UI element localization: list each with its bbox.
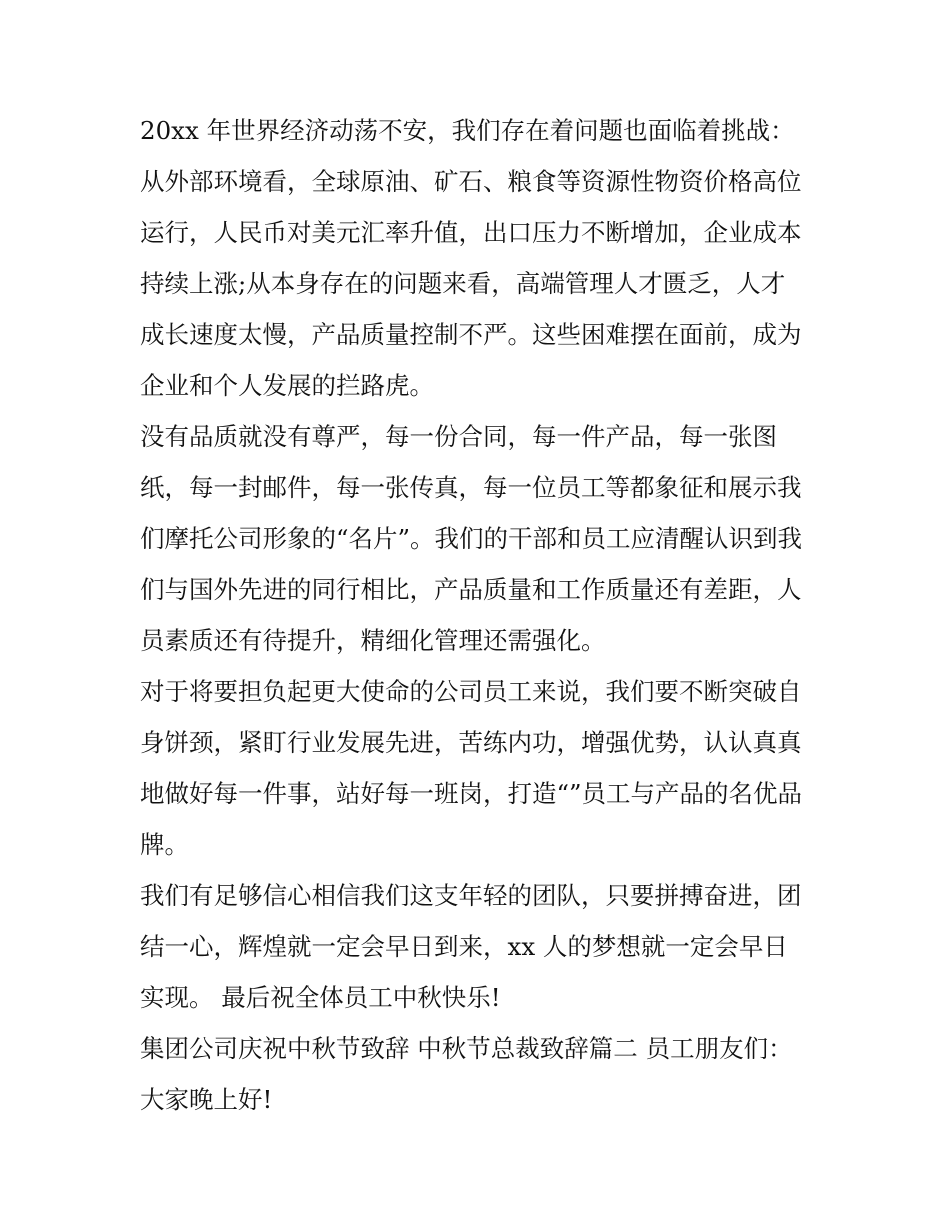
text-line: 我们有足够信心相信我们这支年轻的团队，只要拼搏奋进，团 [140,881,802,910]
text-line: 们与国外先进的同行相比，产品质量和工作质量还有差距，人 [140,575,802,604]
text-line: 员素质还有待提升，精细化管理还需强化。 [140,626,606,655]
text-line: 纸，每一封邮件，每一张传真，每一位员工等都象征和展示我 [140,473,802,502]
text-line: 结一心，辉煌就一定会早日到来，xx 人的梦想就一定会早日 [140,932,788,961]
text-line: 企业和个人发展的拦路虎。 [140,371,434,400]
text-line: 身饼颈，紧盯行业发展先进，苦练内功，增强优势，认认真真 [140,728,802,757]
text-line: 集团公司庆祝中秋节致辞 中秋节总裁致辞篇二 员工朋友们： [140,1034,793,1063]
text-line: 没有品质就没有尊严，每一份合同，每一件产品，每一张图 [140,422,777,451]
text-line: 们摩托公司形象的“名片”。我们的干部和员工应清醒认识到我 [140,524,803,553]
text-line: 地做好每一件事，站好每一班岗，打造“”员工与产品的名优品 [140,779,803,808]
text-line: 牌。 [140,830,189,859]
text-line: 持续上涨;从本身存在的问题来看，高端管理人才匮乏，人才 [140,269,786,298]
text-line: 20xx 年世界经济动荡不安，我们存在着问题也面临着挑战： [140,116,795,145]
text-line: 运行，人民币对美元汇率升值，出口压力不断增加，企业成本 [140,218,802,247]
text-line: 从外部环境看，全球原油、矿石、粮食等资源性物资价格高位 [140,167,802,196]
document-body [140,105,812,1125]
text-line: 对于将要担负起更大使命的公司员工来说，我们要不断突破自 [140,677,802,706]
text-line: 大家晚上好! [140,1085,273,1114]
text-line: 实现。 最后祝全体员工中秋快乐! [140,983,501,1012]
text-line: 成长速度太慢，产品质量控制不严。这些困难摆在面前，成为 [140,320,802,349]
